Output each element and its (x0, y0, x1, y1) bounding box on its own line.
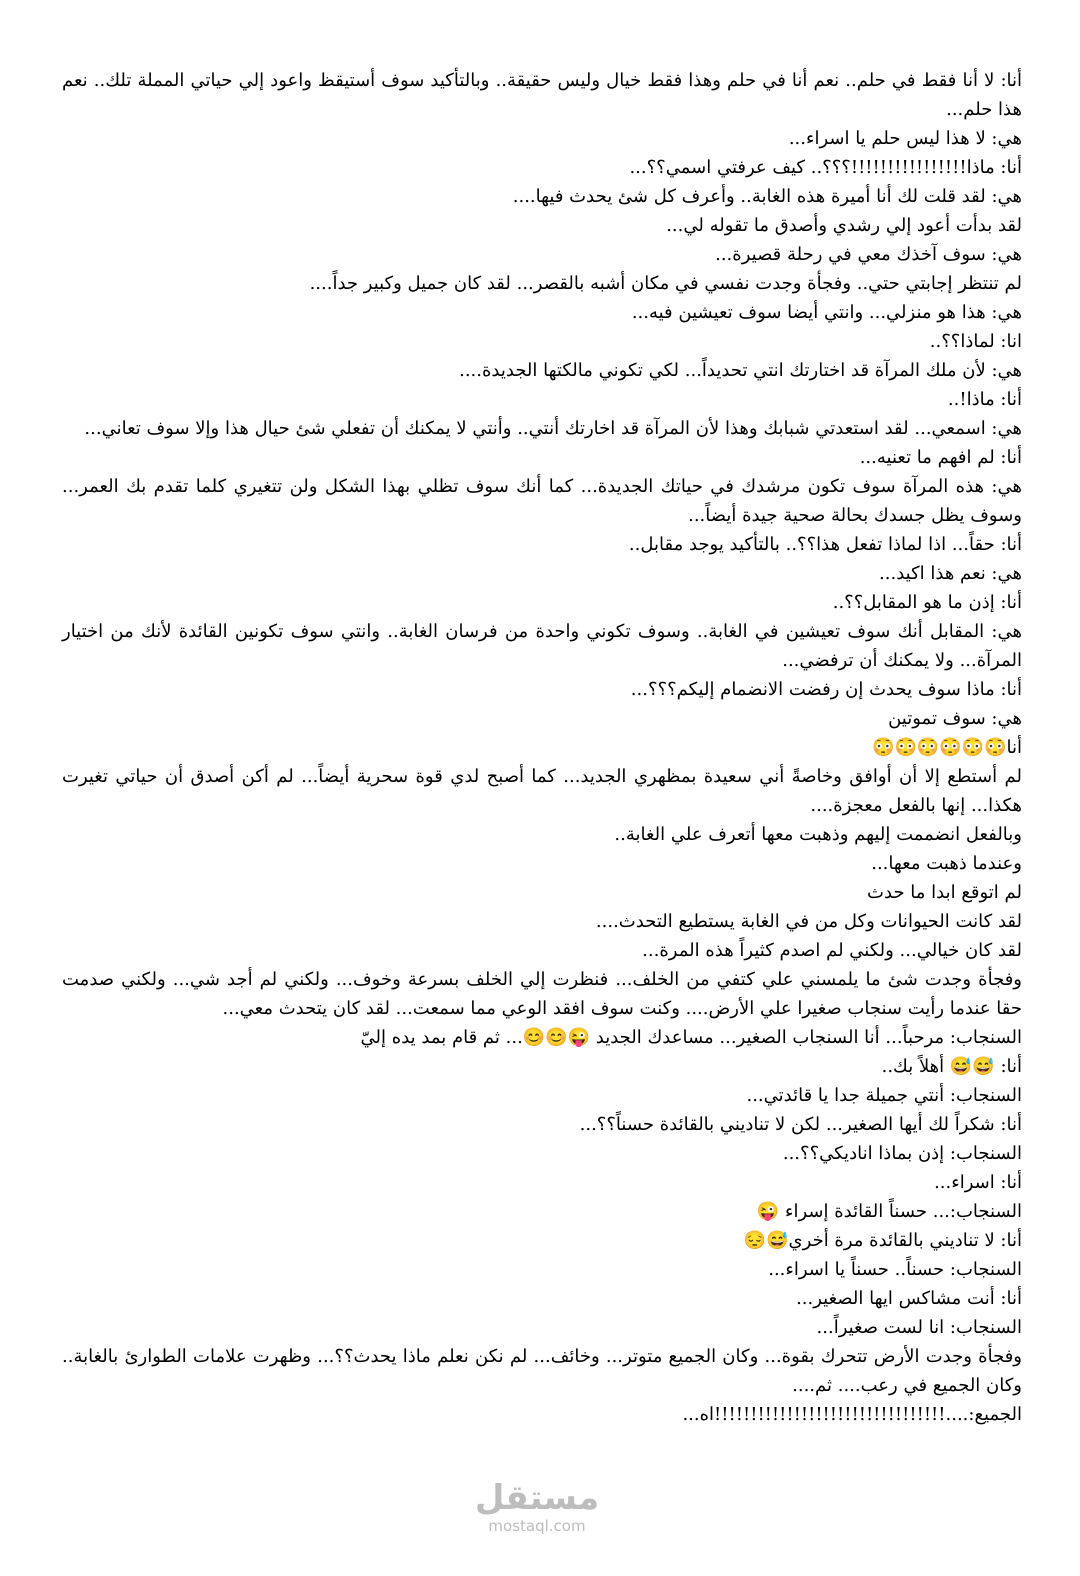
paragraph-line: هي: سوف آخذك معي في رحلة قصيرة... (715, 244, 1022, 265)
paragraph-line: أنا: ماذا!.. (947, 389, 1022, 410)
paragraph-line: أنا: لم افهم ما تعنيه... (859, 447, 1022, 468)
paragraph-line: أنا: ماذا!!!!!!!!!!!!!!!!؟؟؟.. كيف عرفتي اسمي؟؟... (629, 157, 1022, 178)
paragraph-line: هي: هذا هو منزلي... وانتي أيضا سوف تعيشين فيه... (631, 302, 1022, 323)
paragraph-line: أنا: لا أنا فقط في حلم.. نعم أنا في حلم وهذا فقط خيال وليس حقيقة.. وبالتأكيد سوف أستيقظ واعود إلي حياتي المملة تلك.. نعم هذا حلم... (62, 70, 1022, 120)
paragraph-line: أنا: شكراً لك أيها الصغير... لكن لا تناديني بالقائدة حسناً؟؟... (579, 1114, 1022, 1135)
paragraph-line: لم تنتظر إجابتي حتي.. وفجأة وجدت نفسي في مكان أشبه بالقصر... لقد كان جميل وكبير جداً.... (309, 273, 1022, 294)
paragraph-line: هي: اسمعي... لقد استعدتي شبابك وهذا لأن المرآة قد اخارتك أنتي.. وأنتي لا يمكنك أن تفعلي شئ حيال هذا وإلا سوف تعاني... (84, 418, 1022, 439)
paragraph-line: أنا: اسراء... (934, 1172, 1022, 1193)
paragraph-line: أنا: إذن ما هو المقابل؟؟.. (832, 592, 1022, 613)
paragraph-line: لقد كان خيالي... ولكني لم اصدم كثيراً هذه المرة... (642, 940, 1022, 961)
paragraph-line: وعندما ذهبت معها... (871, 853, 1022, 874)
paragraph-line: الجميع:....!!!!!!!!!!!!!!!!!!!!!!!!!!!!!!!!اه... (682, 1404, 1022, 1425)
paragraph-line: أنا: لا تناديني بالقائدة مرة أخري😅😔 (743, 1230, 1022, 1251)
paragraph-line: أنا: 😅😅 أهلاً بك.. (881, 1056, 1022, 1077)
paragraph-line: السنجاب: إذن بماذا اناديكي؟؟... (782, 1143, 1022, 1164)
paragraph-line: وبالفعل انضممت إليهم وذهبت معها أتعرف علي الغابة.. (614, 824, 1022, 845)
paragraph-line: السنجاب:... حسناً القائدة إسراء 😜 (756, 1201, 1022, 1222)
paragraph-line: وفجأة وجدت الأرض تتحرك بقوة... وكان الجميع متوتر... وخائف... لم نكن نعلم ماذا يحدث؟؟... وظهرت علامات الطوارئ بالغابة.. وكان الجميع في رعب.... ثم.... (62, 1346, 1022, 1396)
paragraph-line: أنا: حقاً... اذا لماذا تفعل هذا؟؟.. بالتأكيد يوجد مقابل.. (628, 534, 1022, 555)
paragraph-line: أنا: ماذا سوف يحدث إن رفضت الانضمام إليكم؟؟؟... (630, 679, 1022, 700)
paragraph-line: أنا😳😳😳😳😳😳 (872, 737, 1022, 758)
paragraph-line: لقد بدأت أعود إلي رشدي وأصدق ما تقوله لي... (666, 215, 1022, 236)
paragraph-line: أنا: أنت مشاكس ايها الصغير... (796, 1288, 1022, 1309)
paragraph-line: هي: المقابل أنك سوف تعيشين في الغابة.. وسوف تكوني واحدة من فرسان الغابة.. وانتي سوف تكونين القائدة لأنك من اختيار المرآة... ولا يمكنك أن ترفضي... (62, 621, 1022, 671)
paragraph-line: لم اتوقع ابدا ما حدث (867, 882, 1022, 903)
paragraph-line: لقد كانت الحيوانات وكل من في الغابة يستطيع التحدث.... (595, 911, 1022, 932)
paragraph-line: هي: نعم هذا اكيد... (879, 563, 1022, 584)
paragraph-line: هي: سوف تموتين (888, 708, 1022, 729)
watermark-logo-text: مستقل (474, 1478, 600, 1518)
paragraph-line: هي: لأن ملك المرآة قد اختارتك انتي تحديداً... لكي تكوني مالكتها الجديدة.... (459, 360, 1022, 381)
watermark-url: mostaql.com (488, 1517, 586, 1535)
paragraph-line: السنجاب: حسناً.. حسناً يا اسراء... (768, 1259, 1022, 1280)
paragraph-line: وفجأة وجدت شئ ما يلمسني علي كتفي من الخلف... فنظرت إلي الخلف بسرعة وخوف... ولكني لم أجد شي... ولكني صدمت حقا عندما رأيت سنجاب صغيرا علي الأرض.... وكنت سوف افقد الوعي مما سمعت... لقد كان يتحدث معي... (62, 969, 1022, 1019)
paragraph-line: انا: لماذا؟؟.. (929, 331, 1022, 352)
paragraph-line: السنجاب: انا لست صغيراً... (816, 1317, 1022, 1338)
document-body (62, 66, 1022, 1429)
paragraph-line: لم أستطع إلا أن أوافق وخاصةً أني سعيدة بمظهري الجديد... كما أصبح لدي قوة سحرية أيضاً... لم أكن أصدق أن حياتي تغيرت هكذا... إنها بالفعل معجزة.... (62, 766, 1022, 816)
paragraph-line: هي: لقد قلت لك أنا أميرة هذه الغابة.. وأعرف كل شئ يحدث فيها.... (512, 186, 1022, 207)
paragraph-line: السنجاب: أنتي جميلة جدا يا قائدتي... (746, 1085, 1022, 1106)
mostaql-watermark (462, 1478, 612, 1538)
paragraph-line: السنجاب: مرحباً... أنا السنجاب الصغير... مساعدك الجديد 😜😊😊... ثم قام بمد يده إليّ (360, 1027, 1022, 1048)
paragraph-line: هي: لا هذا ليس حلم يا اسراء... (788, 128, 1022, 149)
paragraph-line: هي: هذه المرآة سوف تكون مرشدك في حياتك الجديدة... كما أنك سوف تظلي بهذا الشكل ولن تتغيري كلما تقدم بك العمر... وسوف يظل جسدك بحالة صحية جيدة أيضاً... (62, 476, 1022, 526)
